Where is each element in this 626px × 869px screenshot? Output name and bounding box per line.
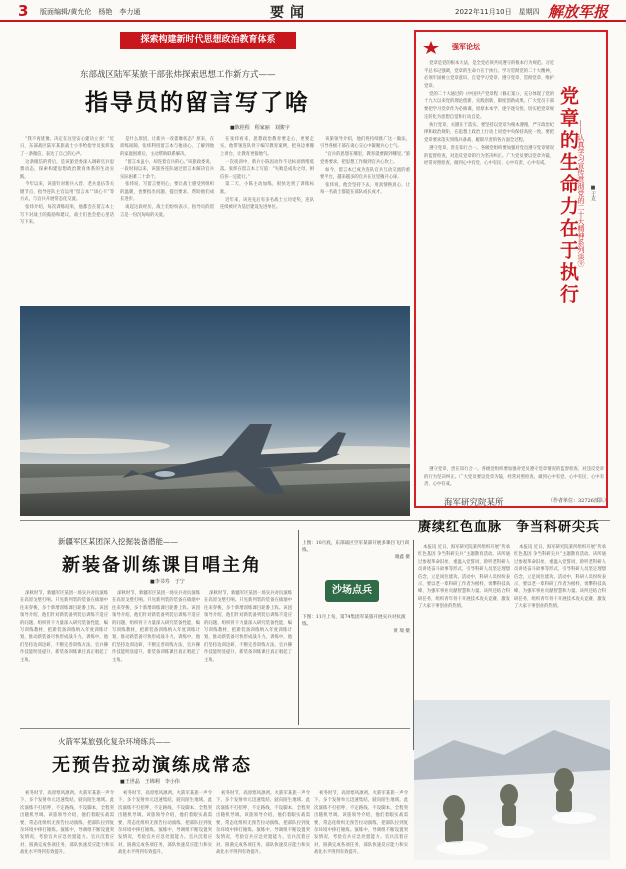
research-headline: 赓续红色血脉 争当科研尖兵 — [418, 520, 601, 535]
newspaper-logo: 解放军报 — [548, 3, 609, 21]
commentary-title: 党章的生命力在于执行 — [557, 86, 579, 306]
training-column-1: 深秋时节，新疆军区某团一场实兵对抗演练在高原戈壁打响。只见新列装的装备在硝烟中往来穿梭，多个新增训练课目轮番上阵。该团领导介绍，他们针对新装备列装后训练不适应的问题，组织骨干力量深入研究装备性能，编写训练教材，把新装备训练纳入年度训练计划，推动新装备尽快形成战斗力。训练中，他们坚持边训边研，不断完善训练方法，官兵操作技能明显提升，新装备训练课目真正唱起了主角。 — [20, 591, 108, 663]
exercise-column-3: 初冬时节，高原寒风凛冽。火箭军某旅一声令下，多个发射单元迅速集结，驶向陌生地域。此次演练不打招呼、不定路线、不设脚本，全程突出随机导调。该旅领导介绍，他们着眼实战需要，常态化组织无预告拉动演练，把部队拉到复杂环境中摔打锤炼。演练中，导调组不断设置突发情况，考验官兵应急处置能力。官兵沉着应对，圆满完成各项任务，部队快速反应能力和实战化水平得到有效提升。 — [216, 791, 310, 856]
exercise-kicker: 火箭军某旅强化复杂环境练兵—— — [58, 737, 171, 746]
commentary-author: ■于克 — [590, 185, 596, 201]
page-number: 3 — [18, 2, 29, 20]
commentary-body: 党章是党的根本大法，是全党必须共同遵守的根本行为规范。习近平总书记强调，党章的生命力在于执行。学习贯彻党的二十大精神，必须牢固树立党章意识，自觉学习党章、遵守党章、贯彻党章、维护党章。 党的二十大通过的《中国共产党章程（修正案）》，充分体现了党的十九大以来党的理论创新、实践创新、制度创新成果。广大党员干部要把学习党章作为必修课，原原本本学、逐字逐句悟，切实把党章规定转化为思想自觉和行动自觉。 执行党章，关键在于落实。要坚持以党章为根本遵循，严守政治纪律和政治规矩，在思想上政治上行动上同党中央保持高度一致。要把党章要求落实到练兵备战、履职尽责的各方面全过程。 遵守党章，贵在知行合一。各级党组织要加强对党员遵守党章情况的监督检查，对违反党章的行为坚决纠正。广大党员要以党章为镜，经常对照检查，做到心中有党、心中有民、心中有责、心中有戒。 — [424, 61, 554, 167]
lead-headline: 指导员的留言写了啥 — [85, 89, 310, 116]
column-name: 强军论坛 — [452, 42, 480, 51]
training-column-2: 深秋时节，新疆军区某团一场实兵对抗演练在高原戈壁打响。只见新列装的装备在硝烟中往来穿梭，多个新增训练课目轮番上阵。该团领导介绍，他们针对新装备列装后训练不适应的问题，组织骨干力量深入研究装备性能，编写训练教材，把新装备训练纳入年度训练计划，推动新装备尽快形成战斗力。训练中，他们坚持边训边研，不断完善训练方法，官兵操作技能明显提升，新装备训练课目真正唱起了主角。 — [112, 591, 200, 663]
research-column-1: 本报讯 近日，海军研究院某所组织开展“传承红色基因 争当科研尖兵”主题教育活动。该所通过参观革命旧址、重温入党誓词、聆听老科研人员讲述奋斗故事等形式，引导科研人员坚定理想信念，立足岗位建功。活动中，科研人员纷纷表示，要以老一辈科研工作者为榜样，勇攀科技高峰，为强军事业贡献智慧和力量。该所还结合科研任务，组织青年骨干开展技术攻关竞赛，激发了大家干事创业的热情。 — [418, 545, 510, 610]
section-title: 要闻 — [270, 5, 310, 21]
emblem-icon — [422, 40, 440, 54]
commentary-body-bottom: 遵守党章，贵在知行合一。各级党组织要加强对党员遵守党章情况的监督检查，对违反党章的行为坚决纠正。广大党员要以党章为镜，经常对照检查，做到心中有党、心中有民、心中有责、心中有戒。 — [424, 467, 604, 488]
lead-byline: ■陈桂程 程家丽 刘骏宇 — [230, 125, 290, 131]
lead-column-4: 该旅领导介绍，他们将持续推广这一做法，引导各级干部在谈心交心中凝聚兵心士气。 “官兵的思想在哪里，教育就要跟到哪里。”旅党委要求，把思想工作做到官兵心坎上。 如今，留言本已成为连队官兵互动交流的重要平台，越来越多的官兵在这里敞开心扉。 张炜说，他会坚持下去，用真情换真心，让每一名战士都能在部队成长成才。 — [320, 137, 410, 196]
caption-bottom: 下图：11月上旬，第74集团军某旅开展实兵对抗演练。 黄 瑞 摄 — [302, 615, 410, 634]
research-column-2: 本报讯 近日，海军研究院某所组织开展“传承红色基因 争当科研尖兵”主题教育活动。该所通过参观革命旧址、重温入党誓词、聆听老科研人员讲述奋斗故事等形式，引导科研人员坚定理想信念，立足岗位建功。活动中，科研人员纷纷表示，要以老一辈科研工作者为榜样，勇攀科技高峰，为强军事业贡献智慧和力量。该所还结合科研任务，组织青年骨干开展技术攻关竞赛，激发了大家干事创业的热情。 — [514, 545, 606, 610]
issue-date: 2022年11月10日 星期四 — [455, 8, 540, 16]
commentary-subtitle: ——认真学习宣传贯彻党的二十大精神系列谈⑨ — [577, 120, 585, 267]
photo-feature-badge: 沙场点兵 — [325, 580, 379, 602]
exercise-byline: ■王世晶 王锦利 李小伟 — [120, 779, 180, 785]
research-kicker: 海军研究院某所 — [444, 498, 504, 508]
training-column-3: 深秋时节，新疆军区某团一场实兵对抗演练在高原戈壁打响。只见新列装的装备在硝烟中往来穿梭，多个新增训练课目轮番上阵。该团领导介绍，他们针对新装备列装后训练不适应的问题，组织骨干力量深入研究装备性能，编写训练教材，把新装备训练纳入年度训练计划，推动新装备尽快形成战斗力。训练中，他们坚持边训边研，不断完善训练方法，官兵操作技能明显提升，新装备训练课目真正唱起了主角。 — [204, 591, 292, 663]
caption-top: 上图：10月底，东部战区空军某部开展多课目飞行训练。 谢鑫 摄 — [302, 541, 410, 560]
author-affiliation: （作者单位：32726部队） — [548, 498, 609, 504]
training-byline: ■李书寿 于宁 — [150, 579, 185, 585]
bottom-divider — [20, 728, 410, 729]
lead-column-2: 是什么原因，让新兵一改萎靡状态？原来，在训练间隙，张炜利用留言本与他谈心，了解到他的家庭困难后，主动帮助联系解决。 “留言本虽小，却连着官兵的心。”该旅政委说，一段时间以来，该旅各连队通过留言本解决官兵实际困难二十余个。 张炜说，写留言要用心，要让战士感受到组织的温暖，也要指出问题、提出要求，帮助他们成长进步。 谈起这段经历，战士们纷纷表示，指导员的留言是一份沉甸甸的关爱。 — [120, 137, 214, 218]
fighter-jet-photo — [20, 306, 410, 516]
editors-line: 版面编辑/黄允伦 杨艳 李力通 — [40, 8, 141, 16]
caption-divider — [298, 530, 299, 725]
exercise-column-2: 初冬时节，高原寒风凛冽。火箭军某旅一声令下，多个发射单元迅速集结，驶向陌生地域。此次演练不打招呼、不定路线、不设脚本，全程突出随机导调。该旅领导介绍，他们着眼实战需要，常态化组织无预告拉动演练，把部队拉到复杂环境中摔打锤炼。演练中，导调组不断设置突发情况，考验官兵应急处置能力。官兵沉着应对，圆满完成各项任务，部队快速反应能力和实战化水平得到有效提升。 — [118, 791, 212, 856]
training-headline: 新装备训练课目唱主角 — [62, 555, 262, 576]
exercise-column-1: 初冬时节，高原寒风凛冽。火箭军某旅一声令下，多个发射单元迅速集结，驶向陌生地域。此次演练不打招呼、不定路线、不设脚本，全程突出随机导调。该旅领导介绍，他们着眼实战需要，常态化组织无预告拉动演练，把部队拉到复杂环境中摔打锤炼。演练中，导调组不断设置突发情况，考验官兵应急处置能力。官兵沉着应对，圆满完成各项任务，部队快速反应能力和实战化水平得到有效提升。 — [20, 791, 114, 856]
lead-column-1: “我不再犹豫，决定在这里安心建功立业！”近日，东部战区陆军某旅战士小李给指导员张炜发了一条微信，表达了自己的心声。 这条微信的背后，是该旅党委深入调研官兵思想动态，探索构建思想政治教育体系的生动实践。 今年以来，该旅针对新兵入营、老兵退伍等关键节点，指导连队主官运用“留言本”“谈心卡”等方式，与官兵开展常态化交流。 张炜介绍，每次训练结束，他都会在留言本上写下对战士的鼓励和建议，战士们也会把心里话写下来。 — [20, 137, 114, 225]
snow-soldiers-photo — [414, 700, 610, 860]
training-kicker: 新疆军区某团深入挖掘装备潜能—— — [58, 537, 178, 546]
lead-kicker: 东部战区陆军某旅干部张炜探索思想工作新方式—— — [80, 70, 276, 80]
exercise-column-4: 初冬时节，高原寒风凛冽。火箭军某旅一声令下，多个发射单元迅速集结，驶向陌生地域。此次演练不打招呼、不定路线、不设脚本，全程突出随机导调。该旅领导介绍，他们着眼实战需要，常态化组织无预告拉动演练，把部队拉到复杂环境中摔打锤炼。演练中，导调组不断设置突发情况，考验官兵应急处置能力。官兵沉着应对，圆满完成各项任务，部队快速反应能力和实战化水平得到有效提升。 — [314, 791, 408, 856]
series-banner: 探索构建新时代思想政治教育体系 — [120, 32, 296, 49]
lead-column-3: 在张炜看来，思想政治教育要走心，更要走实。他带领连队骨干编写教育案例，把身边事搬上讲台，让教育更接地气。 一次夜训中，新兵小陈因动作不达标而情绪低落。张炜在留言本上写道：“失败是成功之母，相信你一定能行。” 第二天，小陈主动加练，很快达到了训练标准。 近年来，该连先后有多名战士立功受奖，连队连续被评为基层建设先进单位。 — [220, 137, 314, 211]
exercise-headline: 无预告拉动演练成常态 — [52, 755, 252, 776]
